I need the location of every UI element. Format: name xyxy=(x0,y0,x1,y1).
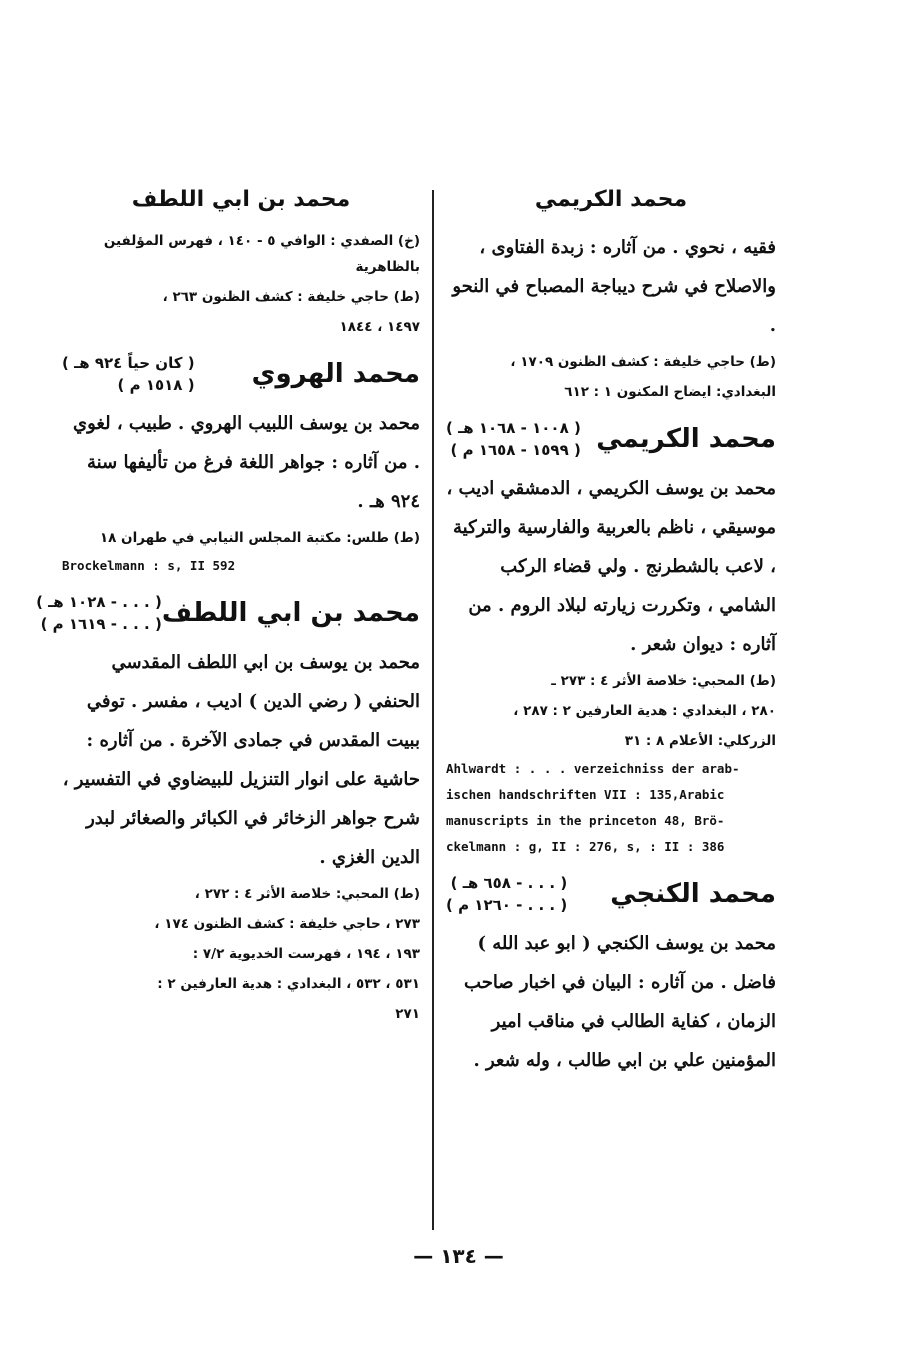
column-divider xyxy=(432,190,434,1230)
reference-line: (ط) حاجي خليفة : كشف الظنون ١٧٠٩ ، xyxy=(510,354,776,370)
reference-line: (ط) حاجي خليفة : كشف الظنون ٢٦٣ ، xyxy=(162,289,420,305)
entry-dates xyxy=(62,352,195,396)
page-number: — ١٣٤ — xyxy=(413,1244,504,1268)
latin-reference: Brockelmann : s, II 592 xyxy=(62,558,236,573)
dates-gregorian: ( ١٥١٨ م ) xyxy=(117,376,195,394)
reference-line: ٢٧١ xyxy=(395,1006,420,1022)
dates-hijri: ( ١٠٠٨ - ١٠٦٨ هـ ) xyxy=(446,419,581,437)
entry-text: محمد بن يوسف الكنجي ( ابو عبد الله ) فاضل . من آثاره : البيان في اخبار صاحب الزمان ، كفاية الطالب في مناقب امير المؤمنين علي بن ابي طالب ، وله شعر . xyxy=(464,933,776,1071)
left-column-header: محمد بن ابي اللطف xyxy=(131,187,351,212)
dates-gregorian: ( . . . - ١٢٦٠ م ) xyxy=(446,896,568,914)
reference-line: البغدادي: ايضاح المكنون ١ : ٦١٢ xyxy=(564,384,776,400)
reference-line: ٢٨٠ ، البغدادي : هدية العارفين ٢ : ٢٨٧ ، xyxy=(513,703,776,719)
entry-text: محمد بن يوسف بن ابي اللطف المقدسي الحنفي ( رضي الدين ) اديب ، مفسر . توفي ببيت المقدس في جمادى الآخرة . من آثاره : حاشية على انوار التنزيل للبيضاوي في التفسير ، شرح جواهر الزخائر في الكبائر والصغائر لبدر الدين الغزي . xyxy=(62,652,420,868)
reference-line: ١٩٣ ، ١٩٤ ، فهرست الخديوية ٧/٢ : xyxy=(192,946,420,962)
reference-line: (خ) الصفدي : الوافي ٥ - ١٤٠ ، فهرس المؤلفين بالظاهرية xyxy=(103,233,420,275)
entry-heading-harawi xyxy=(62,352,420,396)
entry-name: محمد الكنجي xyxy=(610,879,776,909)
entry-name: محمد الكريمي xyxy=(596,424,776,454)
reference-line: ٢٧٣ ، حاجي خليفة : كشف الظنون ١٧٤ ، xyxy=(154,916,420,932)
entry-name: محمد الهروي xyxy=(251,359,420,389)
dates-hijri: ( . . . - ٦٥٨ هـ ) xyxy=(450,874,568,892)
entry-heading-karimi xyxy=(446,417,776,461)
dates-hijri: ( كان حياً ٩٢٤ هـ ) xyxy=(62,354,195,372)
entry-text: محمد بن يوسف الكريمي ، الدمشقي اديب ، موسيقي ، ناظم بالعربية والفارسية والتركية ، لاعب بالشطرنج . ولي قضاء الركب الشامي ، وتكررت زيارته لبلاد الروم . من آثاره : ديوان شعر . xyxy=(446,478,776,655)
dates-hijri: ( . . . - ١٠٢٨ هـ ) xyxy=(36,593,162,611)
reference-line: ١٤٩٧ ، ١٨٤٤ xyxy=(339,319,420,335)
continuation-text: فقيه ، نحوي . من آثاره : زبدة الفتاوى ، والاصلاح في شرح ديباجة المصباح في النحو . xyxy=(452,237,776,336)
latin-reference: Ahlwardt : . . . verzeichniss der arab- ischen handschriften VII : 135,Arabic manuscripts in the princeton 48, Brö- ckelmann : g, II : 276, s, : II : 386 xyxy=(446,761,740,854)
entry-dates xyxy=(446,872,567,916)
dates-gregorian: ( ١٥٩٩ - ١٦٥٨ م ) xyxy=(450,441,581,459)
entry-heading-kanji xyxy=(446,872,776,916)
right-column xyxy=(446,182,776,1242)
reference-line: ٥٣١ ، ٥٣٢ ، البغدادي : هدية العارفين ٢ : xyxy=(157,976,420,992)
reference-line: (ط) طلس: مكتبة المجلس النيابي في طهران ١٨ xyxy=(99,530,420,546)
right-column-header: محمد الكريمي xyxy=(534,187,688,212)
reference-line: (ط) المحبي: خلاصة الأثر ٤ : ٢٧٣ ـ xyxy=(551,673,776,689)
reference-line: الزركلي: الأعلام ٨ : ٣١ xyxy=(624,733,776,749)
entry-name: محمد بن ابي اللطف xyxy=(161,598,420,628)
dates-gregorian: ( . . . - ١٦١٩ م ) xyxy=(40,615,162,633)
entry-dates xyxy=(446,417,581,461)
entry-text: محمد بن يوسف اللبيب الهروي . طبيب ، لغوي . من آثاره : جواهر اللغة فرغ من تأليفها سنة ٩٢٤ هـ . xyxy=(73,413,420,512)
left-column xyxy=(36,182,420,1242)
entry-heading-abi-lutf xyxy=(36,591,420,635)
entry-dates xyxy=(36,591,162,635)
reference-line: (ط) المحبي: خلاصة الأثر ٤ : ٢٧٢ ، xyxy=(194,886,420,902)
